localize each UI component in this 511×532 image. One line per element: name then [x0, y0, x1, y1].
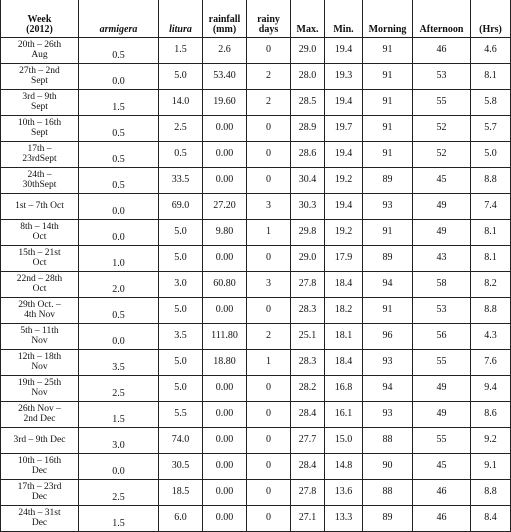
morning-cell: 93	[363, 350, 413, 376]
week-cell	[1, 90, 79, 116]
hrs-cell: 8.8	[471, 480, 511, 506]
rain-cell: 111.80	[203, 324, 247, 350]
afternoon-cell: 49	[413, 194, 471, 220]
armigera-cell: 2.0	[79, 272, 159, 298]
afternoon-cell: 56	[413, 324, 471, 350]
max-cell: 27.8	[291, 272, 325, 298]
rain-cell: 0.00	[203, 298, 247, 324]
rain-cell: 53.40	[203, 64, 247, 90]
table-row	[1, 194, 511, 220]
days-cell: 2	[247, 324, 291, 350]
armigera-cell: 0.5	[79, 298, 159, 324]
header-rainy-days-line2: days	[258, 24, 279, 35]
min-cell: 19.2	[325, 168, 363, 194]
week-line1: 17th –	[27, 144, 52, 154]
table-row	[1, 324, 511, 350]
days-cell: 2	[247, 64, 291, 90]
min-cell: 18.4	[325, 350, 363, 376]
header-afternoon: Afternoon	[413, 0, 471, 38]
armigera-cell: 0.5	[79, 38, 159, 64]
max-cell: 29.0	[291, 246, 325, 272]
hrs-cell: 9.2	[471, 428, 511, 454]
days-cell: 0	[247, 480, 291, 506]
max-cell: 29.8	[291, 220, 325, 246]
hrs-cell: 4.3	[471, 324, 511, 350]
armigera-cell: 1.5	[79, 402, 159, 428]
afternoon-cell: 43	[413, 246, 471, 272]
min-cell: 19.3	[325, 64, 363, 90]
header-rainy-days-line1: rainy	[257, 14, 280, 25]
days-cell: 3	[247, 194, 291, 220]
table-row	[1, 272, 511, 298]
max-cell: 30.3	[291, 194, 325, 220]
litura-cell: 5.0	[159, 64, 203, 90]
armigera-cell: 0.5	[79, 142, 159, 168]
max-cell: 28.3	[291, 298, 325, 324]
armigera-cell: 0.5	[79, 168, 159, 194]
max-cell: 30.4	[291, 168, 325, 194]
header-hrs: (Hrs)	[471, 0, 511, 38]
week-line2: Sept	[31, 76, 48, 86]
table-row	[1, 90, 511, 116]
litura-cell: 1.5	[159, 38, 203, 64]
hrs-cell: 5.0	[471, 142, 511, 168]
rain-cell: 0.00	[203, 246, 247, 272]
week-line2: Nov	[31, 362, 48, 372]
week-line1: 19th – 25th	[17, 378, 62, 388]
days-cell: 0	[247, 142, 291, 168]
week-cell	[1, 142, 79, 168]
armigera-cell: 0.5	[79, 116, 159, 142]
days-cell: 0	[247, 116, 291, 142]
min-cell: 19.4	[325, 90, 363, 116]
rain-cell: 19.60	[203, 90, 247, 116]
rain-cell: 0.00	[203, 376, 247, 402]
week-line1: 17th – 23rd	[17, 482, 62, 492]
afternoon-cell: 58	[413, 272, 471, 298]
table-row	[1, 116, 511, 142]
max-cell: 25.1	[291, 324, 325, 350]
days-cell: 0	[247, 454, 291, 480]
morning-cell: 93	[363, 402, 413, 428]
rain-cell: 0.00	[203, 142, 247, 168]
week-line1: 12th – 18th	[17, 352, 62, 362]
week-cell	[1, 116, 79, 142]
week-cell	[1, 480, 79, 506]
week-cell	[1, 324, 79, 350]
rain-cell: 0.00	[203, 168, 247, 194]
week-cell	[1, 272, 79, 298]
week-line2: Aug	[31, 50, 48, 60]
week-line1: 26th Nov –	[18, 404, 61, 414]
week-line1: 8th – 14th	[20, 222, 59, 232]
litura-cell: 33.5	[159, 168, 203, 194]
week-cell	[1, 428, 79, 454]
morning-cell: 91	[363, 90, 413, 116]
week-cell	[1, 376, 79, 402]
afternoon-cell: 49	[413, 376, 471, 402]
days-cell: 0	[247, 246, 291, 272]
rain-cell: 0.00	[203, 506, 247, 532]
rain-cell: 18.80	[203, 350, 247, 376]
week-line2: 23rdSept	[22, 154, 57, 164]
days-cell: 0	[247, 168, 291, 194]
week-line1: 24th – 31st	[18, 508, 61, 518]
rain-cell: 60.80	[203, 272, 247, 298]
rain-cell: 27.20	[203, 194, 247, 220]
days-cell: 1	[247, 220, 291, 246]
week-cell	[1, 194, 79, 220]
afternoon-cell: 53	[413, 64, 471, 90]
hrs-cell: 8.8	[471, 298, 511, 324]
rain-cell: 2.6	[203, 38, 247, 64]
table-row	[1, 480, 511, 506]
week-line2: Dec	[31, 492, 48, 502]
afternoon-cell: 49	[413, 402, 471, 428]
min-cell: 14.8	[325, 454, 363, 480]
days-cell: 0	[247, 428, 291, 454]
week-line1: 10th – 16th	[17, 456, 62, 466]
hrs-cell: 7.6	[471, 350, 511, 376]
litura-cell: 3.0	[159, 272, 203, 298]
header-rainfall-line1: rainfall	[208, 14, 241, 25]
morning-cell: 91	[363, 298, 413, 324]
week-line2: Sept	[31, 102, 48, 112]
hrs-cell: 8.4	[471, 506, 511, 532]
week-line1: 27th – 2nd	[19, 66, 60, 76]
min-cell: 19.4	[325, 142, 363, 168]
hrs-cell: 8.1	[471, 64, 511, 90]
afternoon-cell: 46	[413, 506, 471, 532]
litura-cell: 30.5	[159, 454, 203, 480]
table-row	[1, 376, 511, 402]
litura-cell: 2.5	[159, 116, 203, 142]
header-rainfall-line2: (mm)	[212, 24, 237, 35]
max-cell: 27.7	[291, 428, 325, 454]
morning-cell: 93	[363, 194, 413, 220]
rain-cell: 0.00	[203, 454, 247, 480]
hrs-cell: 5.8	[471, 90, 511, 116]
table-row	[1, 246, 511, 272]
armigera-cell: 0.0	[79, 454, 159, 480]
litura-cell: 3.5	[159, 324, 203, 350]
week-line2: 4th Nov	[24, 310, 55, 320]
table-row	[1, 168, 511, 194]
litura-cell: 0.5	[159, 142, 203, 168]
morning-cell: 91	[363, 142, 413, 168]
header-rainfall	[203, 0, 247, 38]
hrs-cell: 7.4	[471, 194, 511, 220]
armigera-cell: 0.0	[79, 64, 159, 90]
afternoon-cell: 46	[413, 480, 471, 506]
days-cell: 0	[247, 38, 291, 64]
week-line1: 3rd – 9th	[22, 92, 57, 102]
table-row	[1, 402, 511, 428]
header-week	[1, 0, 79, 38]
min-cell: 17.9	[325, 246, 363, 272]
morning-cell: 90	[363, 454, 413, 480]
week-line1: 5th – 11th	[20, 326, 59, 336]
hrs-cell: 8.8	[471, 168, 511, 194]
morning-cell: 91	[363, 38, 413, 64]
week-cell	[1, 220, 79, 246]
morning-cell: 94	[363, 376, 413, 402]
week-line1: 29th Oct. –	[18, 300, 61, 310]
rain-cell: 0.00	[203, 402, 247, 428]
days-cell: 2	[247, 90, 291, 116]
min-cell: 19.7	[325, 116, 363, 142]
afternoon-cell: 52	[413, 116, 471, 142]
min-cell: 16.1	[325, 402, 363, 428]
week-line2: Nov	[31, 388, 48, 398]
min-cell: 13.3	[325, 506, 363, 532]
days-cell: 0	[247, 506, 291, 532]
max-cell: 28.4	[291, 454, 325, 480]
armigera-cell: 0.0	[79, 194, 159, 220]
litura-cell: 69.0	[159, 194, 203, 220]
max-cell: 27.8	[291, 480, 325, 506]
min-cell: 18.2	[325, 298, 363, 324]
week-line2: Oct	[32, 232, 47, 242]
week-line2: Dec	[31, 466, 48, 476]
rain-cell: 0.00	[203, 116, 247, 142]
morning-cell: 89	[363, 506, 413, 532]
header-armigera: armigera	[79, 0, 159, 38]
week-line1: 10th – 16th	[17, 118, 62, 128]
max-cell: 28.9	[291, 116, 325, 142]
max-cell: 28.5	[291, 90, 325, 116]
week-line1: 1st – 7th Oct	[15, 201, 64, 211]
litura-cell: 5.0	[159, 220, 203, 246]
afternoon-cell: 49	[413, 220, 471, 246]
min-cell: 15.0	[325, 428, 363, 454]
morning-cell: 91	[363, 220, 413, 246]
afternoon-cell: 53	[413, 298, 471, 324]
days-cell: 0	[247, 376, 291, 402]
afternoon-cell: 55	[413, 90, 471, 116]
morning-cell: 88	[363, 428, 413, 454]
header-min: Min.	[325, 0, 363, 38]
litura-cell: 18.5	[159, 480, 203, 506]
table-row	[1, 38, 511, 64]
week-line2: Oct	[32, 284, 47, 294]
table-row	[1, 454, 511, 480]
table-row	[1, 142, 511, 168]
armigera-cell: 3.5	[79, 350, 159, 376]
afternoon-cell: 55	[413, 428, 471, 454]
table-row	[1, 428, 511, 454]
litura-cell: 5.0	[159, 246, 203, 272]
max-cell: 28.3	[291, 350, 325, 376]
days-cell: 3	[247, 272, 291, 298]
armigera-cell: 3.0	[79, 428, 159, 454]
min-cell: 19.4	[325, 38, 363, 64]
header-row	[1, 0, 511, 38]
min-cell: 19.4	[325, 194, 363, 220]
morning-cell: 89	[363, 246, 413, 272]
litura-cell: 14.0	[159, 90, 203, 116]
armigera-cell: 1.5	[79, 506, 159, 532]
header-morning: Morning	[363, 0, 413, 38]
table-row	[1, 220, 511, 246]
morning-cell: 88	[363, 480, 413, 506]
litura-cell: 5.0	[159, 350, 203, 376]
afternoon-cell: 46	[413, 38, 471, 64]
min-cell: 18.1	[325, 324, 363, 350]
min-cell: 16.8	[325, 376, 363, 402]
litura-cell: 6.0	[159, 506, 203, 532]
afternoon-cell: 52	[413, 142, 471, 168]
hrs-cell: 9.1	[471, 454, 511, 480]
afternoon-cell: 55	[413, 350, 471, 376]
hrs-cell: 5.7	[471, 116, 511, 142]
armigera-cell: 2.5	[79, 376, 159, 402]
table-row	[1, 350, 511, 376]
week-line2: Nov	[31, 336, 48, 346]
week-line1: 3rd – 9th Dec	[13, 435, 66, 445]
week-line1: 24th –	[27, 170, 52, 180]
table-row	[1, 64, 511, 90]
week-cell	[1, 350, 79, 376]
armigera-cell: 0.0	[79, 324, 159, 350]
armigera-cell: 2.5	[79, 480, 159, 506]
rain-cell: 0.00	[203, 480, 247, 506]
rain-cell: 9.80	[203, 220, 247, 246]
hrs-cell: 9.4	[471, 376, 511, 402]
header-week-line2: (2012)	[26, 24, 53, 35]
header-litura: litura	[159, 0, 203, 38]
min-cell: 13.6	[325, 480, 363, 506]
week-cell	[1, 454, 79, 480]
week-line2: 30thSept	[22, 180, 57, 190]
week-line1: 22nd – 28th	[16, 274, 63, 284]
armigera-cell: 1.0	[79, 246, 159, 272]
morning-cell: 89	[363, 168, 413, 194]
armigera-cell: 0.0	[79, 220, 159, 246]
week-cell	[1, 246, 79, 272]
morning-cell: 91	[363, 64, 413, 90]
litura-cell: 5.5	[159, 402, 203, 428]
min-cell: 19.2	[325, 220, 363, 246]
week-cell	[1, 298, 79, 324]
rain-cell: 0.00	[203, 428, 247, 454]
morning-cell: 94	[363, 272, 413, 298]
afternoon-cell: 45	[413, 168, 471, 194]
table-row	[1, 506, 511, 532]
max-cell: 28.6	[291, 142, 325, 168]
max-cell: 29.0	[291, 38, 325, 64]
hrs-cell: 4.6	[471, 38, 511, 64]
week-line2: Oct	[32, 258, 47, 268]
week-line2: Sept	[31, 128, 48, 138]
hrs-cell: 8.2	[471, 272, 511, 298]
days-cell: 0	[247, 402, 291, 428]
week-cell	[1, 38, 79, 64]
week-cell	[1, 402, 79, 428]
week-cell	[1, 168, 79, 194]
max-cell: 28.0	[291, 64, 325, 90]
min-cell: 18.4	[325, 272, 363, 298]
table-body	[1, 38, 511, 532]
litura-cell: 5.0	[159, 376, 203, 402]
hrs-cell: 8.6	[471, 402, 511, 428]
max-cell: 28.2	[291, 376, 325, 402]
max-cell: 28.4	[291, 402, 325, 428]
week-line1: 15th – 21st	[18, 248, 61, 258]
header-week-line1: Week	[27, 14, 52, 25]
header-max: Max.	[291, 0, 325, 38]
week-line2: Dec	[31, 518, 48, 528]
morning-cell: 91	[363, 116, 413, 142]
litura-cell: 5.0	[159, 298, 203, 324]
afternoon-cell: 45	[413, 454, 471, 480]
armigera-cell: 1.5	[79, 90, 159, 116]
litura-cell: 74.0	[159, 428, 203, 454]
days-cell: 1	[247, 350, 291, 376]
week-line2: 2nd Dec	[23, 414, 56, 424]
week-line1: 20th – 26th	[17, 40, 62, 50]
hrs-cell: 8.1	[471, 220, 511, 246]
max-cell: 27.1	[291, 506, 325, 532]
week-cell	[1, 506, 79, 532]
hrs-cell: 8.1	[471, 246, 511, 272]
days-cell: 0	[247, 298, 291, 324]
week-cell	[1, 64, 79, 90]
header-rainy-days	[247, 0, 291, 38]
table-row	[1, 298, 511, 324]
morning-cell: 96	[363, 324, 413, 350]
